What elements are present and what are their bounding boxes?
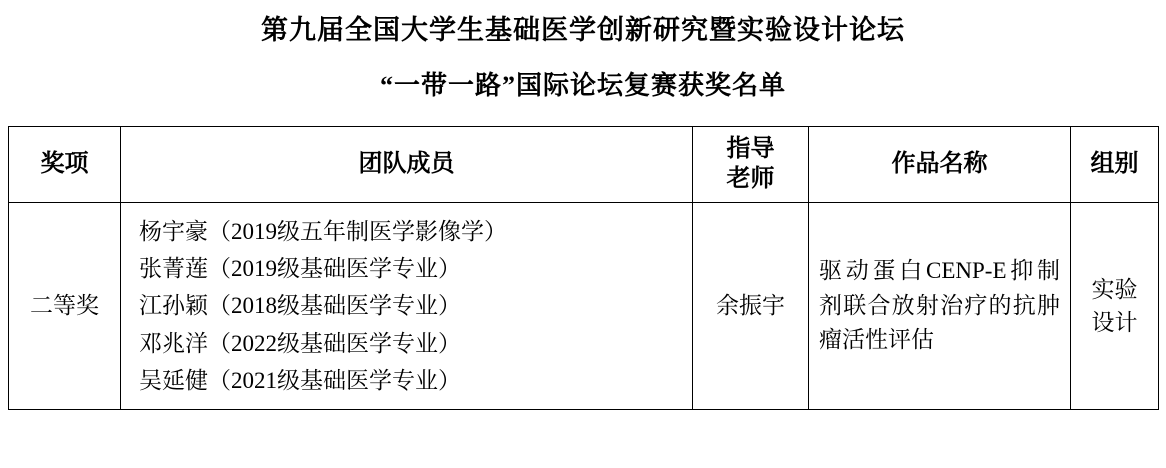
cell-members	[121, 202, 693, 409]
column-header-award	[9, 127, 121, 203]
column-header-award-label: 奖项	[40, 150, 89, 177]
award-list-table	[8, 126, 1159, 410]
document-page	[0, 14, 1166, 468]
column-header-work	[809, 127, 1071, 203]
list-item: 吴延健（2021级基础医学专业）	[139, 367, 461, 393]
teacher-name: 余振宇	[716, 292, 785, 318]
award-label: 二等奖	[30, 292, 99, 318]
column-header-group-label: 组别	[1090, 150, 1139, 177]
table-row	[9, 202, 1159, 409]
column-header-teacher-label-line2: 老师	[726, 165, 775, 192]
column-header-teacher-label-line1: 指导	[726, 136, 775, 163]
column-header-members	[121, 127, 693, 203]
list-item: 张菁莲（2019级基础医学专业）	[139, 256, 461, 282]
cell-group	[1071, 202, 1159, 409]
cell-teacher	[693, 202, 809, 409]
group-label-line2: 设计	[1091, 309, 1138, 335]
column-header-work-label: 作品名称	[891, 150, 988, 177]
members-list	[121, 203, 692, 409]
group-label-line1: 实验	[1091, 276, 1138, 302]
page-title-main: 第九届全国大学生基础医学创新研究暨实验设计论坛	[261, 15, 905, 45]
column-header-group	[1071, 127, 1159, 203]
column-header-teacher	[693, 127, 809, 203]
cell-award	[9, 202, 121, 409]
cell-work	[809, 202, 1071, 409]
list-item: 邓兆洋（2022级基础医学专业）	[139, 330, 461, 356]
page-title-sub: “一带一路”国际论坛复赛获奖名单	[379, 70, 786, 100]
column-header-members-label: 团队成员	[358, 150, 455, 177]
list-item: 江孙颖（2018级基础医学专业）	[139, 293, 461, 319]
table-header-row	[9, 127, 1159, 203]
work-title: 驱动蛋白CENP-E抑制剂联合放射治疗的抗肿瘤活性评估	[819, 258, 1060, 353]
list-item: 杨宇豪（2019级五年制医学影像学）	[139, 218, 507, 244]
